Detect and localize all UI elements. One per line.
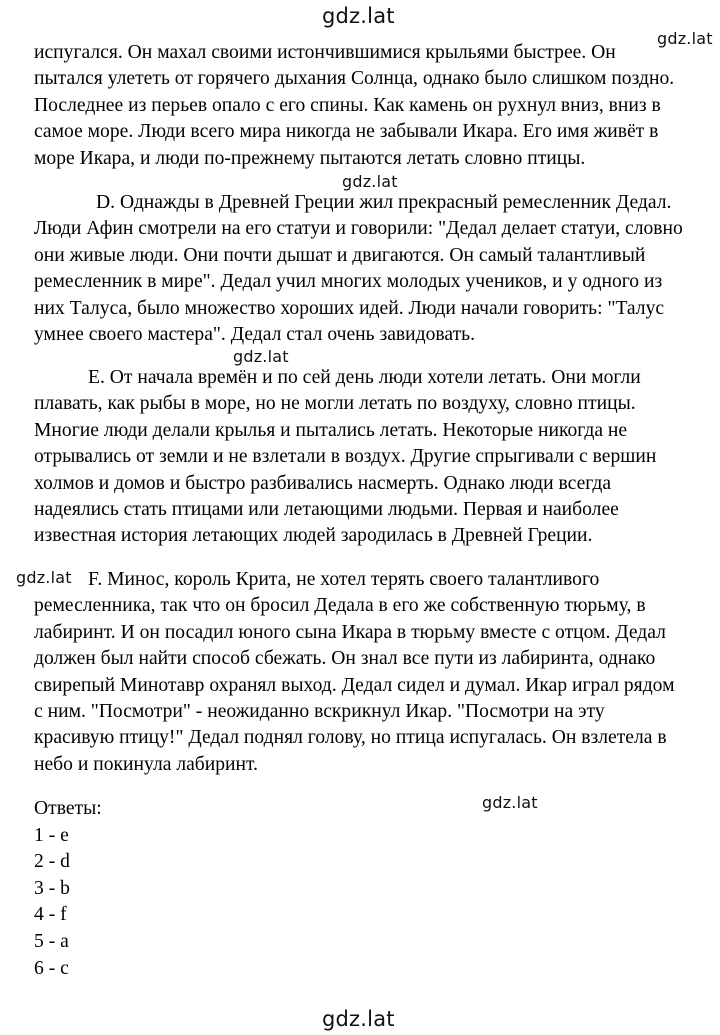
watermark-after-c: gdz.lat: [342, 172, 398, 191]
paragraph-line: свирепый Минотавр охранял выход. Дедал сидел и думал. Икар играл рядом: [34, 674, 675, 696]
paragraph-line: лабиринт. И он посадил юного сына Икара в тюрьму вместе с отцом. Дедал: [34, 621, 666, 643]
watermark-top: gdz.lat: [322, 4, 395, 28]
answers-list: [34, 796, 102, 982]
paragraph-line: холмов и домов и быстро разбивались насмерть. Однако люди всегда: [34, 472, 612, 494]
paragraph-line: них Талуса, было множество хороших идей. Люди начали говорить: "Талус: [34, 297, 665, 319]
paragraph-line: умнее своего мастера". Дедал стал очень завидовать.: [34, 324, 475, 346]
paragraph-line: с ним. "Посмотри" - неожиданно вскрикнул Икар. "Посмотри на эту: [34, 701, 605, 723]
paragraph-line: Люди Афин смотрели на его статуи и говорили: "Дедал делает статуи, словно: [34, 218, 683, 240]
watermark-answers-right: gdz.lat: [482, 793, 538, 812]
paragraph-line: надеялись стать птицами или летающими людьми. Первая и наиболее: [34, 499, 619, 521]
paragraph-line: D. Однажды в Древней Греции жил прекрасный ремесленник Дедал.: [96, 192, 672, 213]
paragraph-line: красивую птицу!" Дедал поднял голову, но птица испугалась. Он взлетела в: [34, 727, 667, 749]
paragraph-line: должен был найти способ сбежать. Он знал все пути из лабиринта, однако: [34, 648, 656, 670]
paragraph-line: Последнее из перьев опало с его спины. Как камень он рухнул вниз, вниз в: [34, 94, 661, 116]
paragraph-line: самое море. Люди всего мира никогда не забывали Икара. Его имя живёт в: [34, 121, 659, 143]
answer-item: 1 - e: [34, 824, 69, 846]
answer-item: 2 - d: [34, 851, 70, 873]
paragraph-line: плавать, как рыбы в море, но не могли летать по воздуху, словно птицы.: [34, 393, 636, 415]
paragraph-e: [34, 365, 710, 550]
watermark-top-right: gdz.lat: [657, 29, 713, 48]
paragraph-f: [34, 567, 710, 778]
answer-item: 6 - c: [34, 957, 69, 979]
answer-item: 4 - f: [34, 904, 67, 926]
paragraph-line: испугался. Он махал своими истончившимися крыльями быстрее. Он: [34, 42, 616, 63]
paragraph-line: ремесленник в мире". Дедал учил многих молодых учеников, и у одного из: [34, 271, 663, 293]
watermark-f-left: gdz.lat: [16, 568, 72, 587]
paragraph-d: [34, 190, 710, 348]
paragraph-line: пытался улететь от горячего дыхания Солнца, однако было слишком поздно.: [34, 68, 675, 90]
answer-item: 5 - a: [34, 930, 69, 952]
watermark-after-d: gdz.lat: [233, 347, 289, 366]
paragraph-line: E. От начала времён и по сей день люди хотели летать. Они могли: [88, 367, 641, 388]
paragraph-c: [34, 40, 710, 172]
paragraph-line: F. Минос, король Крита, не хотел терять своего талантливого: [88, 569, 600, 590]
watermark-bottom: gdz.lat: [322, 1007, 395, 1031]
paragraph-line: они живые люди. Они почти дышат и двигаются. Он самый талантливый: [34, 244, 646, 266]
answer-item: 3 - b: [34, 877, 70, 899]
paragraph-line: отрывались от земли и не взлетали в воздух. Другие спрыгивали с вершин: [34, 446, 657, 468]
paragraph-line: известная история летающих людей зародилась в Древней Греции.: [34, 525, 593, 547]
paragraph-line: небо и покинула лабиринт.: [34, 753, 258, 775]
paragraph-line: море Икара, и люди по-прежнему пытаются летать словно птицы.: [34, 147, 586, 169]
answers-heading: Ответы:: [34, 798, 102, 819]
paragraph-line: Многие люди делали крылья и пытались летать. Некоторые никогда не: [34, 419, 628, 441]
paragraph-line: ремесленника, так что он бросил Дедала в его же собственную тюрьму, в: [34, 595, 646, 617]
